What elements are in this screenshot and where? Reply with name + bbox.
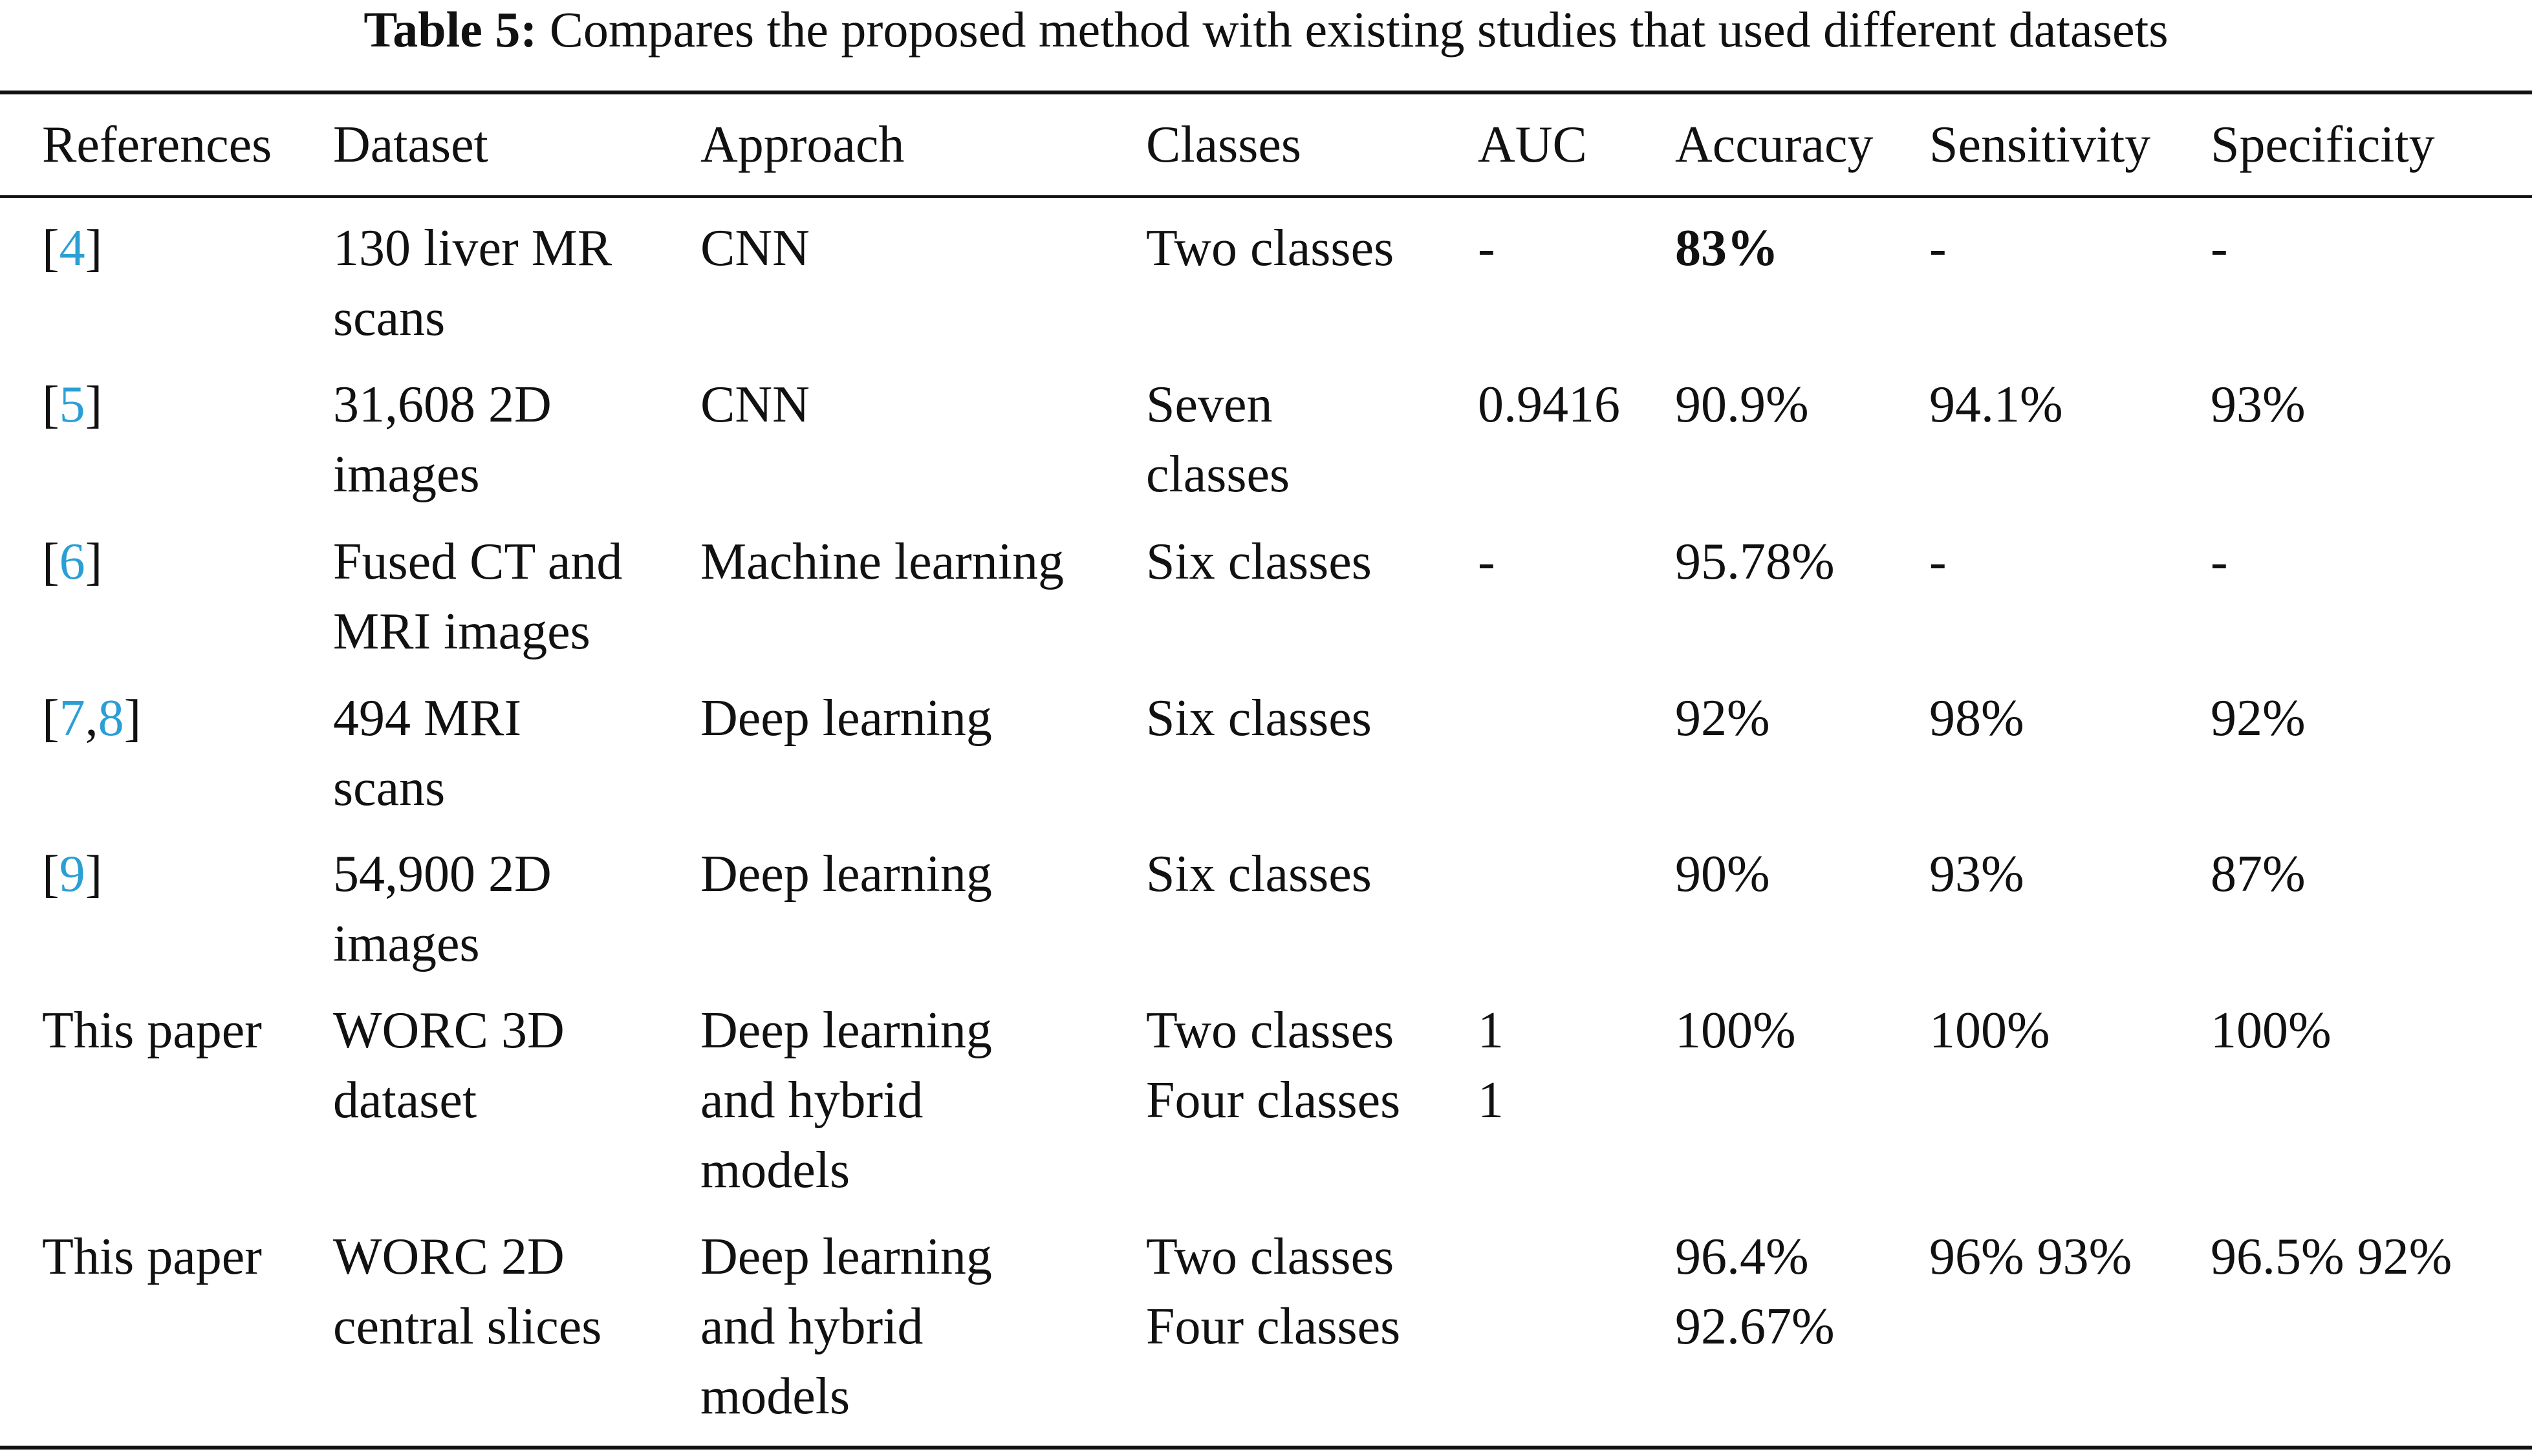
reference-link[interactable]: 7 — [59, 690, 85, 747]
dataset-cell: WORC 2D central slices — [333, 1228, 602, 1355]
specificity-cell: - — [2211, 220, 2228, 277]
classes-cell: Two classes — [1146, 220, 1394, 277]
dataset-cell: WORC 3D dataset — [333, 1002, 565, 1129]
sensitivity-cell: - — [1929, 220, 1947, 277]
accuracy-cell: 96.4% 92.67% — [1675, 1228, 1835, 1355]
top-rule — [0, 91, 2532, 94]
specificity-cell: 87% — [2211, 846, 2306, 903]
accuracy-cell: 100% — [1675, 1002, 1796, 1059]
header-rule — [0, 195, 2532, 198]
approach-cell: Deep learning and hybrid models — [700, 1002, 992, 1199]
approach-cell: Machine learning — [700, 533, 1064, 590]
dataset-cell: 31,608 2D images — [333, 376, 552, 503]
sensitivity-cell: 93% — [1929, 846, 2024, 903]
bottom-rule — [0, 1446, 2532, 1450]
approach-cell: Deep learning — [700, 690, 992, 747]
auc-cell: - — [1478, 220, 1495, 277]
accuracy-cell: 83% — [1675, 220, 1779, 277]
header-classes: Classes — [1146, 116, 1301, 173]
header-references: References — [42, 116, 272, 173]
dataset-cell: 130 liver MR scans — [333, 220, 612, 347]
sensitivity-cell: 94.1% — [1929, 376, 2063, 433]
approach-cell: Deep learning — [700, 846, 992, 903]
dataset-cell: 494 MRI scans — [333, 690, 522, 817]
header-approach: Approach — [700, 116, 905, 173]
classes-cell: Seven classes — [1146, 376, 1290, 503]
table-caption — [0, 0, 2532, 65]
accuracy-cell: 95.78% — [1675, 533, 1835, 590]
reference-link[interactable]: 6 — [59, 533, 85, 590]
caption-text: Compares the proposed method with existing studies that used different datasets — [549, 1, 2169, 58]
auc-cell: 0.9416 — [1478, 376, 1620, 433]
header-dataset: Dataset — [333, 116, 488, 173]
sensitivity-cell: 100% — [1929, 1002, 2050, 1059]
ref-cell: [5] — [42, 376, 103, 433]
reference-link[interactable]: 4 — [59, 220, 85, 277]
specificity-cell: - — [2211, 533, 2228, 590]
ref-cell: This paper — [42, 1228, 262, 1285]
classes-cell: Two classes Four classes — [1146, 1228, 1401, 1355]
approach-cell: Deep learning and hybrid models — [700, 1228, 992, 1425]
ref-cell: [6] — [42, 533, 103, 590]
ref-cell: This paper — [42, 1002, 262, 1059]
classes-cell: Two classes Four classes — [1146, 1002, 1401, 1129]
specificity-cell: 93% — [2211, 376, 2306, 433]
sensitivity-cell: 96% 93% — [1929, 1228, 2132, 1285]
reference-link[interactable]: 8 — [98, 690, 124, 747]
specificity-cell: 92% — [2211, 690, 2306, 747]
header-sensitivity: Sensitivity — [1929, 116, 2151, 173]
header-auc: AUC — [1478, 116, 1587, 173]
caption-label: Table 5: — [363, 1, 537, 58]
accuracy-cell: 90% — [1675, 846, 1770, 903]
approach-cell: CNN — [700, 220, 810, 277]
accuracy-cell: 90.9% — [1675, 376, 1809, 433]
classes-cell: Six classes — [1146, 533, 1372, 590]
header-specificity: Specificity — [2211, 116, 2435, 173]
sensitivity-cell: 98% — [1929, 690, 2024, 747]
ref-cell: [7,8] — [42, 690, 142, 747]
dataset-cell: 54,900 2D images — [333, 846, 552, 972]
auc-cell: - — [1478, 533, 1495, 590]
reference-link[interactable]: 9 — [59, 846, 85, 903]
accuracy-cell: 92% — [1675, 690, 1770, 747]
classes-cell: Six classes — [1146, 690, 1372, 747]
ref-cell: [4] — [42, 220, 103, 277]
header-accuracy: Accuracy — [1675, 116, 1874, 173]
reference-link[interactable]: 5 — [59, 376, 85, 433]
ref-cell: [9] — [42, 846, 103, 903]
specificity-cell: 100% — [2211, 1002, 2332, 1059]
sensitivity-cell: - — [1929, 533, 1947, 590]
specificity-cell: 96.5% 92% — [2211, 1228, 2452, 1285]
approach-cell: CNN — [700, 376, 810, 433]
dataset-cell: Fused CT and MRI images — [333, 533, 623, 660]
classes-cell: Six classes — [1146, 846, 1372, 903]
auc-cell: 1 1 — [1478, 1002, 1504, 1129]
